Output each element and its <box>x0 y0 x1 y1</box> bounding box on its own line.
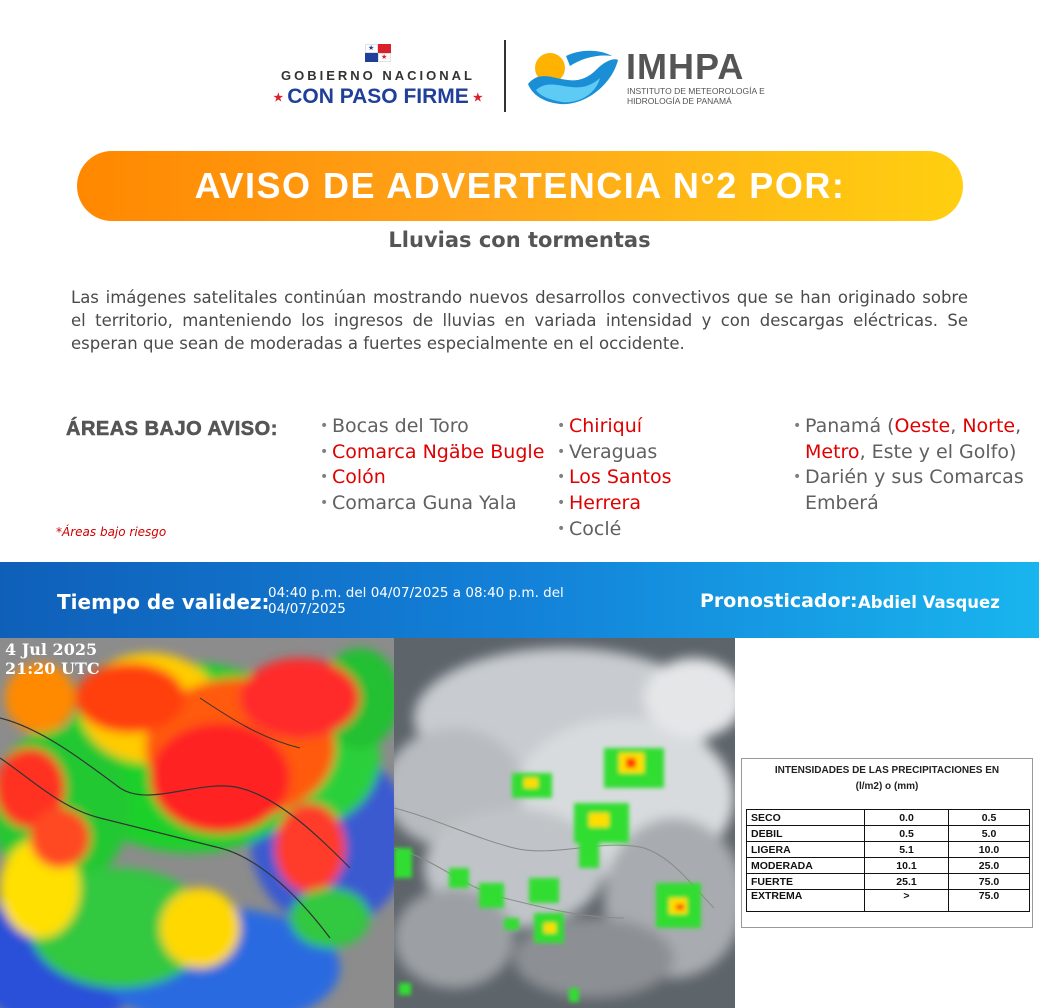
intensity-max: 75.0 <box>949 874 1030 890</box>
gobierno-nacional-logo <box>262 44 494 109</box>
validity-bar <box>0 562 1039 638</box>
gob-line2-wrap <box>262 85 494 109</box>
area-item: • Veraguas <box>557 440 777 466</box>
table-row <box>747 810 1030 826</box>
validity-value: 04:40 p.m. del 04/07/2025 a 08:40 p.m. del 04/07/2025 <box>268 585 564 617</box>
area-item: • Darién y sus Comarcas Emberá <box>793 465 1033 516</box>
table-row <box>747 874 1030 890</box>
intensity-name: SECO <box>747 810 865 826</box>
warning-title-banner <box>77 151 963 221</box>
area-item-panama <box>793 414 1033 465</box>
intensity-name: FUERTE <box>747 874 865 890</box>
area-norte: Norte <box>962 415 1016 437</box>
satellite-date: 4 Jul 2025 <box>5 640 98 659</box>
table-row <box>747 842 1030 858</box>
intensity-name: DEBIL <box>747 826 865 842</box>
precipitation-intensity-table <box>741 758 1033 928</box>
panama-flag-icon <box>365 44 391 62</box>
table-row <box>747 858 1030 874</box>
area-oeste: Oeste <box>894 415 951 437</box>
satellite-time: 21:20 UTC <box>5 659 100 678</box>
area-item-risk: • Los Santos <box>557 465 777 491</box>
visible-satellite-image <box>394 638 735 1008</box>
intensity-min: 25.1 <box>865 874 949 890</box>
comma: , <box>950 415 957 437</box>
warning-description: Las imágenes satelitales continúan mostrando nuevos desarrollos convectivos que se han originado sobre el territorio, manteniendo los ingresos de lluvias en variada intensidad y con descargas eléctricas. Se esperan que sean de moderadas a fuertes especialmente en el occidente. <box>71 288 968 353</box>
table-row <box>747 826 1030 842</box>
areas-column-1 <box>320 414 550 517</box>
area-item-risk: • Colón <box>320 465 550 491</box>
forecaster-label: Pronosticador: <box>700 590 858 612</box>
intensity-min: 0.5 <box>865 826 949 842</box>
gob-line2: CON PASO FIRME <box>287 85 469 108</box>
intensity-name: EXTREMA <box>747 890 865 912</box>
validity-label: Tiempo de validez: <box>57 590 270 614</box>
area-item: • Comarca Guna Yala <box>320 491 550 517</box>
areas-column-3 <box>793 414 1033 517</box>
imhpa-subtitle: INSTITUTO DE METEOROLOGÍA E HIDROLOGÍA DE PANAMÁ <box>627 86 765 106</box>
intensity-name: LIGERA <box>747 842 865 858</box>
area-item-risk: • Comarca Ngäbe Bugle <box>320 440 550 466</box>
intensity-max: 10.0 <box>949 842 1030 858</box>
area-metro: Metro <box>805 440 860 463</box>
logo-divider <box>504 40 506 112</box>
visible-cloud-map <box>394 638 735 1008</box>
intensity-max: 0.5 <box>949 810 1030 826</box>
table-title-line1: INTENSIDADES DE LAS PRECIPITACIONES EN <box>774 765 1000 776</box>
areas-column-2 <box>557 414 777 543</box>
intensity-max: 5.0 <box>949 826 1030 842</box>
panama-prefix: Panamá ( <box>805 415 895 437</box>
intensity-table <box>746 809 1030 912</box>
warning-subtitle: Lluvias con tormentas <box>388 228 651 252</box>
intensity-name: MODERADA <box>747 858 865 874</box>
infrared-cloud-map <box>0 638 394 1008</box>
risk-note: *Áreas bajo riesgo <box>56 525 167 539</box>
infrared-satellite-image <box>0 638 394 1008</box>
star-icon: ★ <box>273 91 284 104</box>
area-item: • Coclé <box>557 517 777 543</box>
star-icon: ★ <box>472 91 483 104</box>
areas-label: ÁREAS BAJO AVISO: <box>66 418 278 440</box>
table-row <box>747 890 1030 912</box>
area-item-risk: • Herrera <box>557 491 777 517</box>
intensity-max: 75.0 <box>949 890 1030 912</box>
panama-suffix: , Este y el Golfo) <box>859 440 1017 463</box>
intensity-min: 5.1 <box>865 842 949 858</box>
table-title <box>742 763 1032 795</box>
table-title-line2: (l/m2) o (mm) <box>855 781 919 792</box>
imhpa-wave-logo-icon <box>526 44 618 108</box>
warning-title: AVISO DE ADVERTENCIA N°2 POR: <box>194 165 846 206</box>
intensity-min: 10.1 <box>865 858 949 874</box>
imhpa-name: IMHPA <box>626 46 745 87</box>
area-item-risk: • Chiriquí <box>557 414 777 440</box>
area-item: • Bocas del Toro <box>320 414 550 440</box>
satellite-timestamp <box>5 640 100 678</box>
forecaster-name: Abdiel Vasquez <box>858 593 1000 612</box>
intensity-min: > <box>865 890 949 912</box>
comma: , <box>1015 415 1022 437</box>
intensity-max: 25.0 <box>949 858 1030 874</box>
gob-line1: GOBIERNO NACIONAL <box>281 68 475 83</box>
intensity-min: 0.0 <box>865 810 949 826</box>
